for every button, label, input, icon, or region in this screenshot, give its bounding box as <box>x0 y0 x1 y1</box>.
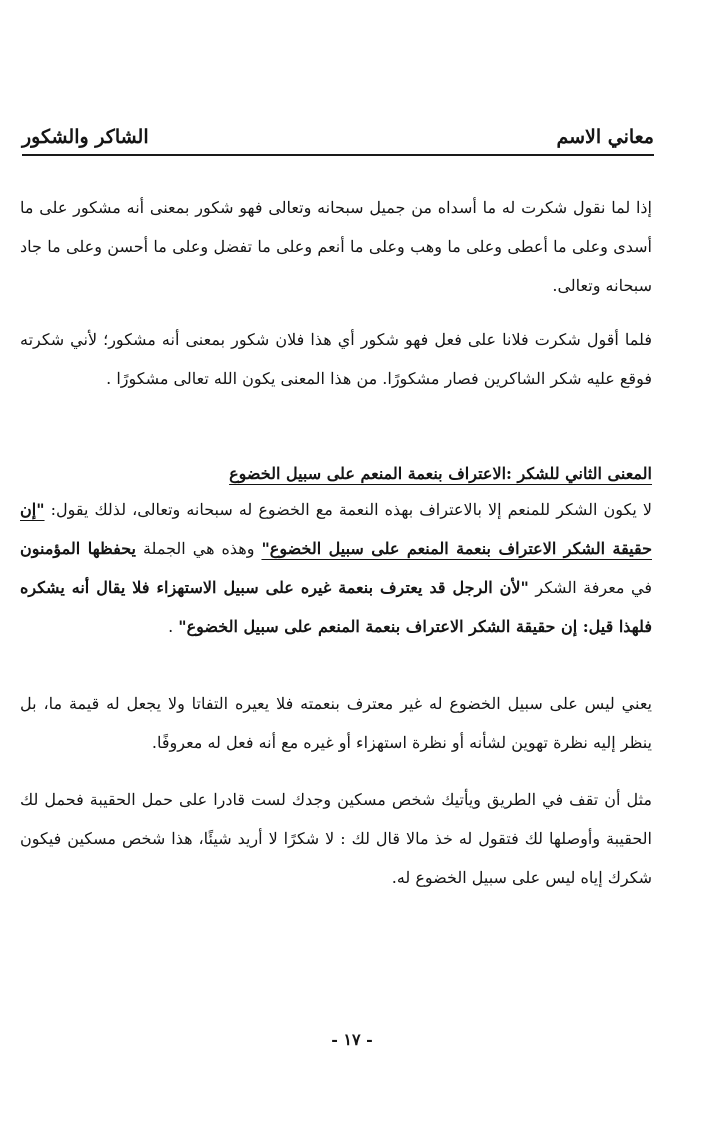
bold-phrase: يحفظها المؤمنون <box>20 539 136 558</box>
section-heading-text: المعنى الثاني للشكر :الاعتراف بنعمة المنعم على سبيل الخضوع <box>229 464 652 483</box>
paragraph-3-mid-2: في معرفة الشكر <box>528 578 653 597</box>
page-number: - ١٧ - <box>331 1030 373 1049</box>
paragraph-1: إذا لما نقول شكرت له ما أسداه من جميل سبحانه وتعالى فهو شكور بمعنى أنه مشكور على ما أسدى وعلى ما أعطى وعلى ما وهب وعلى ما أنعم وعلى ما تفضل وعلى ما أحسن وعلى ما جاد سبحانه وتعالى. <box>20 198 652 295</box>
paragraph-4: يعني ليس على سبيل الخضوع له غير معترف بنعمته فلا يعيره التفاتا ولا يجعل له قيمة ما، بل ينظر إليه نظرة تهوين لشأنه أو نظرة استهزاء أو غيره مع أنه فعل له معروفًا. <box>20 694 653 752</box>
quote-explanation: "لأن الرجل قد يعترف بنعمة غيره على سبيل الاستهزاء فلا يقال أنه يشكره فلهذا قيل: إن حقيقة الشكر الاعتراف بنعمة المنعم على سبيل الخضوع" <box>20 578 652 636</box>
header-chapter-title: الشاكر والشكور <box>22 126 149 148</box>
section-heading <box>20 456 652 492</box>
paragraph-3-intro: لا يكون الشكر للمنعم إلا بالاعتراف بهذه النعمة مع الخضوع له سبحانه وتعالى، لذلك يقول: <box>44 500 652 519</box>
header-divider <box>22 154 654 156</box>
paragraph-5: مثل أن تقف في الطريق ويأتيك شخص مسكين وجدك لست قادرا على حمل الحقيبة فحمل لك الحقيبة وأوصلها لك فتقول له خذ مالا قال لك : لا شكرًا لا أريد شيئًا، هذا شخص مسكين فيكون شكرك إياه ليس على سبيل الخضوع له. <box>20 790 652 887</box>
header-section-title: معاني الاسم <box>556 126 654 148</box>
paragraph-2: فلما أقول شكرت فلانا على فعل فهو شكور أي هذا فلان شكور بمعنى أنه مشكور؛ لأني شكرته فوقع عليه شكر الشاكرين فصار مشكورًا. من هذا المعنى يكون الله تعالى مشكورًا . <box>20 330 652 388</box>
quote-definition: "إن حقيقة الشكر الاعتراف بنعمة المنعم على سبيل الخضوع" <box>20 500 652 558</box>
paragraph-3-mid: وهذه هي الجملة <box>135 539 262 558</box>
running-header <box>22 118 654 152</box>
paragraph-3-end: . <box>168 617 179 636</box>
paragraph-3 <box>20 490 652 646</box>
